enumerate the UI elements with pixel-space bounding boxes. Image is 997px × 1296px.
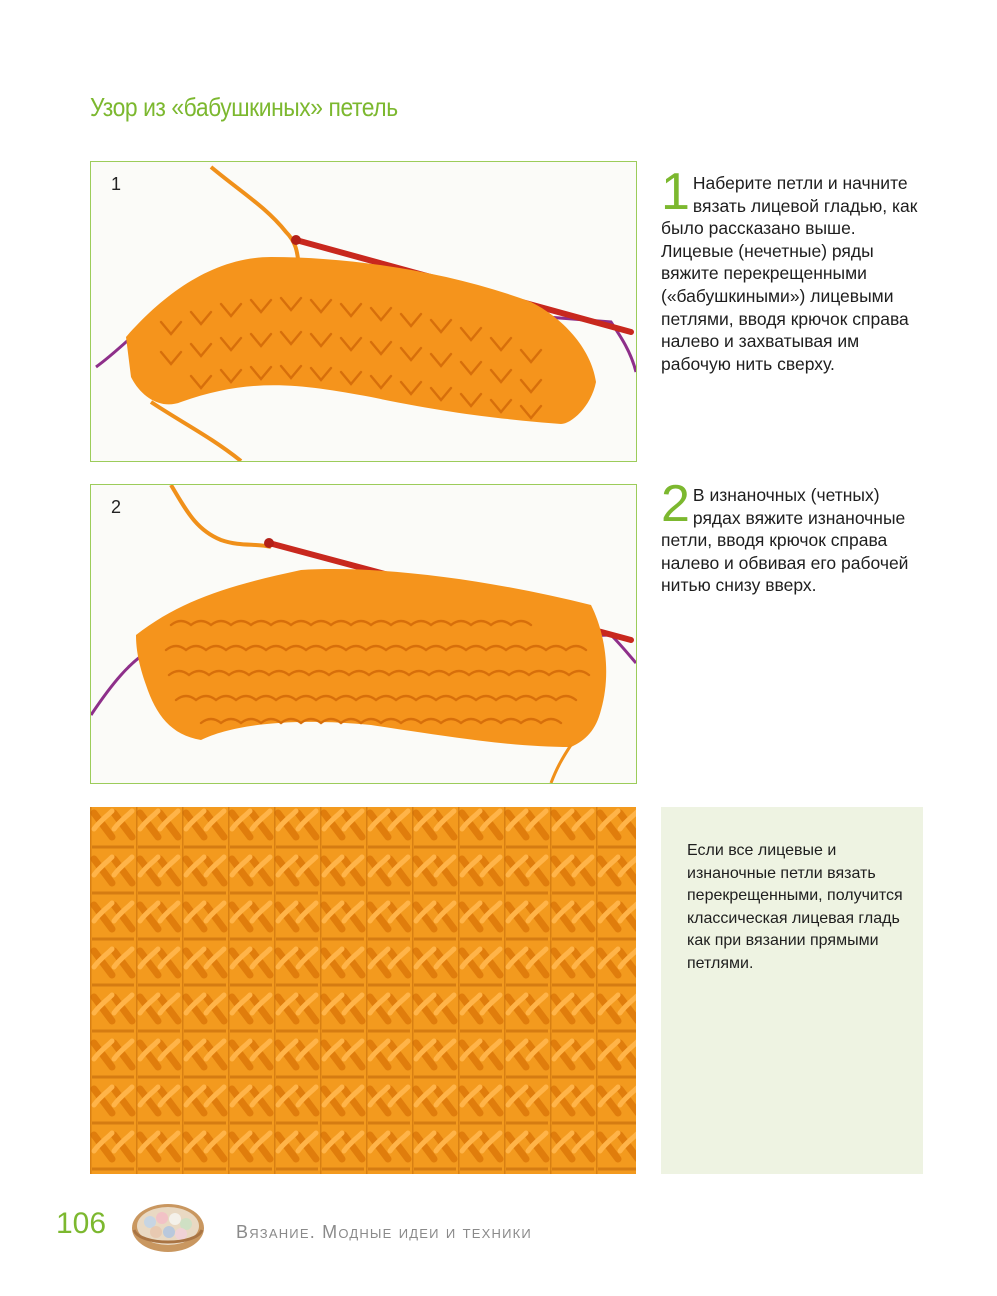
- note-box: [661, 807, 923, 1174]
- page-title: Узор из «бабушкиных» петель: [90, 92, 398, 122]
- step-2-body: В изнаночных (четных) рядах вяжите изнаночные петли, вводя крючок справа налево и обвивая его рабочей нитью снизу вверх.: [661, 485, 909, 596]
- step-2-number: 2: [661, 475, 690, 533]
- basket-of-yarn-balls-icon: [130, 1196, 206, 1254]
- photo-label-1: 1: [111, 174, 122, 194]
- photo-label-2: 2: [111, 497, 122, 517]
- knitting-swatch-2-image: [91, 485, 636, 783]
- knitting-swatch-1-image: [91, 162, 636, 461]
- note-text: Если все лицевые и изнаночные петли вязать перекрещенными, получится классическая лицевая гладь как при вязании прямыми петлями.: [687, 842, 903, 972]
- fabric-closeup-photo: [90, 807, 636, 1174]
- step-1-text: [661, 163, 923, 375]
- step-1-number: 1: [661, 163, 690, 221]
- step-1-photo: [90, 161, 637, 462]
- knitted-fabric-closeup-image: [90, 807, 636, 1174]
- step-2-photo: [90, 484, 637, 784]
- step-1-body: Наберите петли и начните вязать лицевой гладью, как было рассказано выше. Лицевые (нечетные) ряды вяжите перекрещенными («бабушкиными») лицевыми петлями, вводя крючок справа налево и захватывая им рабочую нить сверху.: [661, 173, 918, 374]
- step-2-text: [661, 475, 923, 597]
- running-title: Вязание. Модные идеи и техники: [236, 1222, 532, 1242]
- page-number: 106: [56, 1207, 107, 1240]
